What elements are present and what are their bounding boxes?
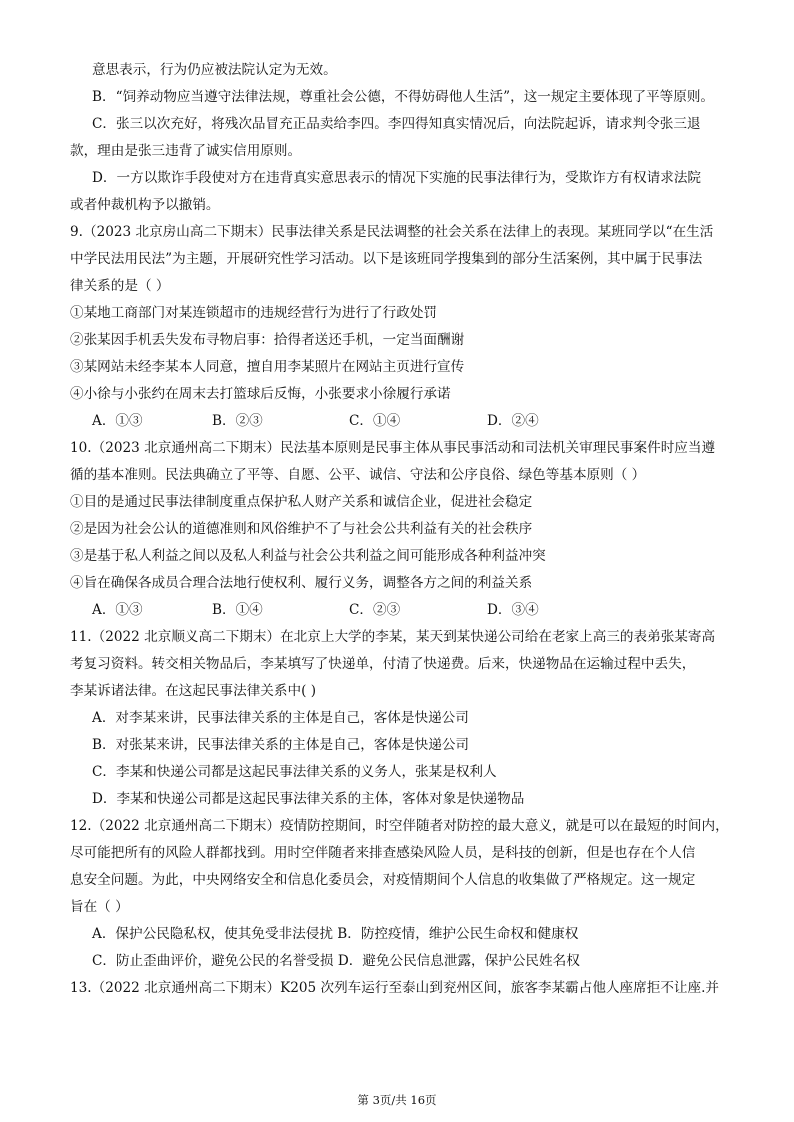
q9-item-3: ③某网站未经李某本人同意，擅自用李某照片在网站主页进行宣传 (70, 359, 465, 375)
q11-option-a: A．对李某来讲，民事法律关系的主体是自己，客体是快递公司 (92, 710, 469, 726)
q9-choice-c: C．①④ (349, 413, 401, 429)
prev-option-c-line2: 款，理由是张三违背了诚实信用原则。 (70, 143, 302, 159)
q9-stem-line2: 中学民法用民法”为主题，开展研究性学习活动。以下是该班同学搜集到的部分生活案例，其中属于民事法 (70, 251, 703, 267)
q9-item-2: ②张某因手机丢失发布寻物启事：拾得者送还手机，一定当面酬谢 (70, 332, 465, 348)
q10-item-3: ③是基于私人利益之间以及私人利益与社会公共利益之间可能形成各种利益冲突 (70, 548, 546, 564)
q10-item-4: ④旨在确保各成员合理合法地行使权利、履行义务，调整各方之间的利益关系 (70, 575, 533, 591)
q12-options-row2: C．防止歪曲评价，避免公民的名誉受损 D．避免公民信息泄露，保护公民姓名权 (92, 953, 580, 969)
prev-option-d-line1: D．一方以欺诈手段使对方在违背真实意思表示的情况下实施的民事法律行为，受欺诈方有权请求法院 (92, 170, 702, 186)
q12-stem-line3: 息安全问题。为此，中央网络安全和信息化委员会，对疫情期间个人信息的收集做了严格规定。这一规定 (70, 872, 696, 888)
q9-stem-line1: 9.（2023 北京房山高二下期末）民事法律关系是民法调整的社会关系在法律上的表现。某班同学以“在生活 (70, 224, 714, 240)
q13-stem-line1: 13.（2022 北京通州高二下期末）K205 次列车运行至泰山到兖州区间，旅客李某霸占他人座席拒不让座.并 (70, 980, 720, 996)
page-number-footer: 第 3页/共 16页 (357, 1093, 437, 1107)
q10-choice-c: C．②③ (349, 602, 401, 618)
q9-item-4: ④小徐与小张约在周末去打篮球后反悔，小张要求小徐履行承诺 (70, 386, 451, 402)
q9-choice-b: B．②③ (212, 413, 263, 429)
q12-options-row1: A．保护公民隐私权，使其免受非法侵扰 B．防控疫情，维护公民生命权和健康权 (92, 926, 579, 942)
q9-choices (0, 411, 794, 431)
q11-stem-line1: 11.（2022 北京顺义高二下期末）在北京上大学的李某，某天到某快递公司给在老家上高三的表弟张某寄高 (70, 629, 716, 645)
q12-stem-line1: 12.（2022 北京通州高二下期末）疫情防控期间，时空伴随者对防控的最大意义，就是可以在最短的时间内， (70, 818, 729, 834)
q11-stem-line2: 考复习资料。转交相关物品后，李某填写了快递单，付清了快递费。后来，快递物品在运输过程中丢失， (70, 656, 696, 672)
q12-stem-line2: 尽可能把所有的风险人群都找到。用时空伴随者来排查感染风险人员，是科技的创新，但是也存在个人信 (70, 845, 696, 861)
prev-option-d-line2: 或者仲裁机构予以撤销。 (70, 197, 220, 213)
q9-choice-a: A．①③ (92, 413, 143, 429)
q10-item-1: ①目的是通过民事法律制度重点保护私人财产关系和诚信企业，促进社会稳定 (70, 494, 533, 510)
q10-choice-a: A．①③ (92, 602, 143, 618)
q9-item-1: ①某地工商部门对某连锁超市的违规经营行为进行了行政处罚 (70, 305, 438, 321)
prev-option-c-line1: C．张三以次充好，将残次品冒充正品卖给李四。李四得知真实情况后，向法院起诉，请求判令张三退 (92, 116, 701, 132)
q11-option-d: D．李某和快递公司都是这起民事法律关系的主体，客体对象是快递物品 (92, 791, 525, 807)
q11-stem-line3: 李某诉诸法律。在这起民事法律关系中( ) (70, 683, 317, 699)
q10-stem-line2: 循的基本准则。民法典确立了平等、自愿、公平、诚信、守法和公序良俗、绿色等基本原则（ ） (70, 467, 646, 483)
q12-stem-line4: 旨在（ ） (70, 899, 129, 915)
prev-option-b: B．“饲养动物应当遵守法律法规，尊重社会公德，不得妨碍他人生活”，这一规定主要体现了平等原则。 (92, 89, 715, 105)
q10-choice-b: B．①④ (212, 602, 263, 618)
q11-option-c: C．李某和快递公司都是这起民事法律关系的义务人，张某是权利人 (92, 764, 497, 780)
q11-option-b: B．对张某来讲，民事法律关系的主体是自己，客体是快递公司 (92, 737, 470, 753)
q10-choice-d: D．③④ (487, 602, 539, 618)
prev-option-a-tail: 意思表示，行为仍应被法院认定为无效。 (92, 62, 337, 78)
q9-stem-line3: 律关系的是（ ） (70, 278, 170, 294)
q10-choices (0, 600, 794, 620)
q10-stem-line1: 10.（2023 北京通州高二下期末）民法基本原则是民事主体从事民事活动和司法机关审理民事案件时应当遵 (70, 440, 716, 456)
q9-choice-d: D．②④ (487, 413, 539, 429)
q10-item-2: ②是因为社会公认的道德准则和风俗维护不了与社会公共利益有关的社会秩序 (70, 521, 533, 537)
